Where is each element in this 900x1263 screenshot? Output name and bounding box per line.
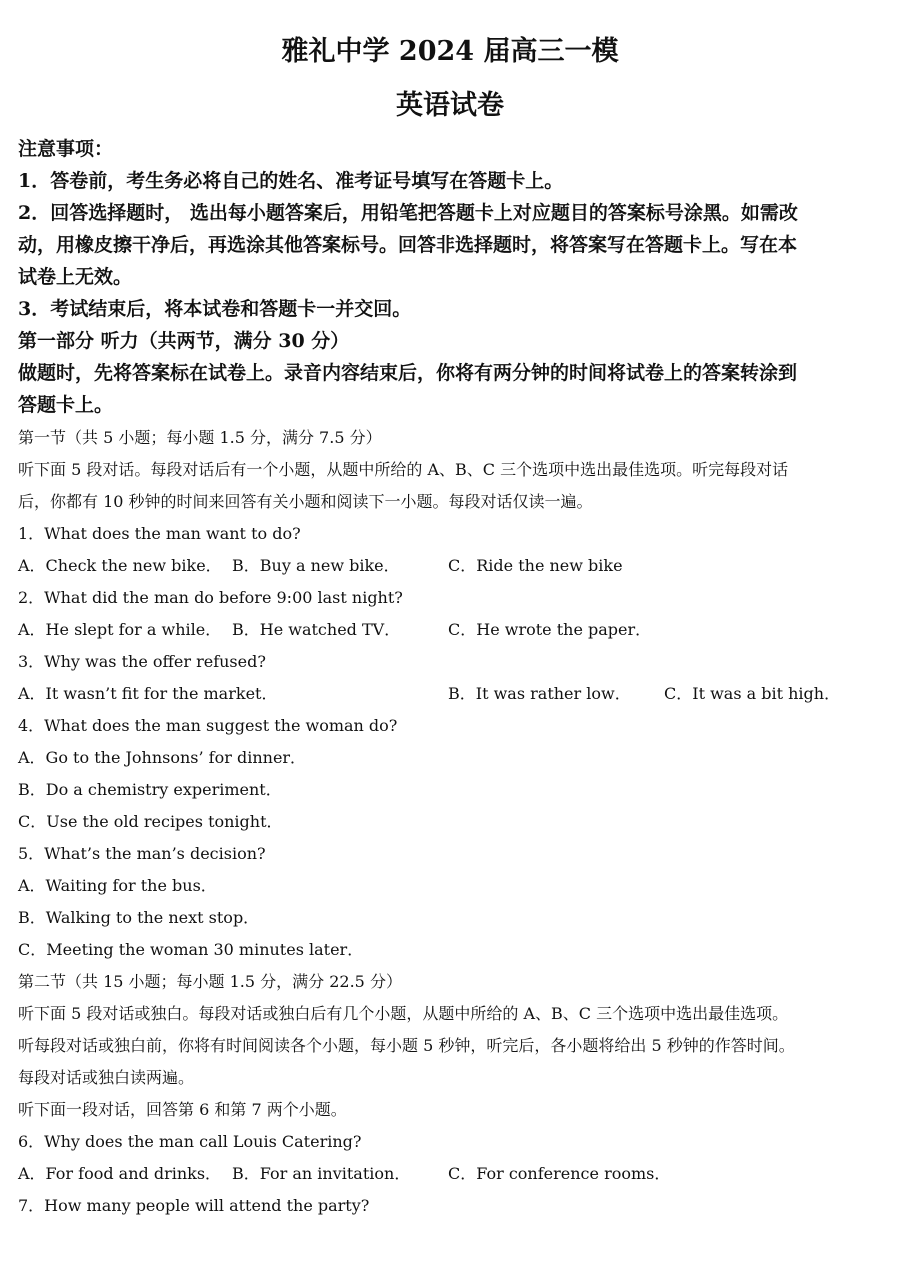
dialog-intro: 听下面一段对话，回答第 6 和第 7 两个小题。: [18, 1100, 347, 1119]
question-5-option-a: A．Waiting for the bus．: [18, 876, 217, 895]
section2-heading: 第二节（共 15 小题；每小题 1.5 分，满分 22.5 分）: [18, 972, 402, 991]
exam-subtitle: 英语试卷: [396, 90, 504, 121]
question-1-stem: 1．What does the man want to do?: [18, 524, 301, 543]
question-4-option-b: B．Do a chemistry experiment．: [18, 780, 282, 799]
section1-intro-line-1: 听下面 5 段对话。每段对话后有一个小题，从题中所给的 A、B、C 三个选项中选出最佳选项。听完每段对话: [18, 460, 789, 479]
notice-heading: 注意事项：: [18, 138, 114, 160]
exam-title: 雅礼中学 2024 届高三一模: [281, 36, 619, 67]
question-6-option-a: A．For food and drinks．: [18, 1164, 222, 1183]
part1-heading: 第一部分 听力（共两节，满分 30 分）: [18, 330, 350, 352]
notice-item-2-line-1: 2．回答选择题时， 选出每小题答案后，用铅笔把答题卡上对应题目的答案标号涂黑。如需改: [18, 202, 798, 224]
section2-intro-line-1: 听下面 5 段对话或独白。每段对话或独白后有几个小题，从题中所给的 A、B、C 三个选项中选出最佳选项。: [18, 1004, 789, 1023]
question-3-option-c: C．It was a bit high．: [664, 684, 841, 703]
question-7-stem: 7．How many people will attend the party?: [18, 1196, 370, 1215]
question-4-stem: 4．What does the man suggest the woman do?: [18, 716, 398, 735]
question-6-stem: 6．Why does the man call Louis Catering?: [18, 1132, 362, 1151]
question-2-option-c: C．He wrote the paper．: [448, 620, 652, 639]
question-6-option-c: C．For conference rooms．: [448, 1164, 671, 1183]
section1-intro-line-2: 后，你都有 10 秒钟的时间来回答有关小题和阅读下一小题。每段对话仅读一遍。: [18, 492, 593, 511]
question-1-option-a: A．Check the new bike．: [18, 556, 222, 575]
question-2-option-a: A．He slept for a while．: [18, 620, 222, 639]
question-2-option-b: B．He watched TV．: [232, 620, 401, 639]
question-5-option-c: C．Meeting the woman 30 minutes later．: [18, 940, 364, 959]
question-5-option-b: B．Walking to the next stop．: [18, 908, 260, 927]
question-1-option-c: C．Ride the new bike: [448, 556, 623, 575]
notice-item-3: 3．考试结束后，将本试卷和答题卡一并交回。: [18, 298, 412, 320]
question-5-stem: 5．What’s the man’s decision?: [18, 844, 266, 863]
section2-intro-line-2: 听每段对话或独白前，你将有时间阅读各个小题，每小题 5 秒钟，听完后，各小题将给出 5 秒钟的作答时间。: [18, 1036, 795, 1055]
notice-item-2-line-2: 动，用橡皮擦干净后，再选涂其他答案标号。回答非选择题时，将答案写在答题卡上。写在本: [18, 234, 798, 256]
part1-intro-line-1: 做题时，先将答案标在试卷上。录音内容结束后，你将有两分钟的时间将试卷上的答案转涂到: [18, 362, 798, 384]
question-1-option-b: B．Buy a new bike．: [232, 556, 400, 575]
notice-item-2-line-3: 试卷上无效。: [18, 266, 133, 288]
question-3-option-a: A．It wasn’t fit for the market．: [18, 684, 278, 703]
notice-item-1: 1．答卷前，考生务必将自己的姓名、准考证号填写在答题卡上。: [18, 170, 564, 192]
question-6-option-b: B．For an invitation．: [232, 1164, 411, 1183]
section1-heading: 第一节（共 5 小题；每小题 1.5 分，满分 7.5 分）: [18, 428, 382, 447]
question-2-stem: 2．What did the man do before 9:00 last night?: [18, 588, 403, 607]
question-3-option-b: B．It was rather low．: [448, 684, 631, 703]
part1-intro-line-2: 答题卡上。: [18, 394, 114, 416]
section2-intro-line-3: 每段对话或独白读两遍。: [18, 1068, 195, 1087]
question-3-stem: 3．Why was the offer refused?: [18, 652, 266, 671]
question-4-option-c: C．Use the old recipes tonight．: [18, 812, 283, 831]
question-4-option-a: A．Go to the Johnsons’ for dinner．: [18, 748, 307, 767]
